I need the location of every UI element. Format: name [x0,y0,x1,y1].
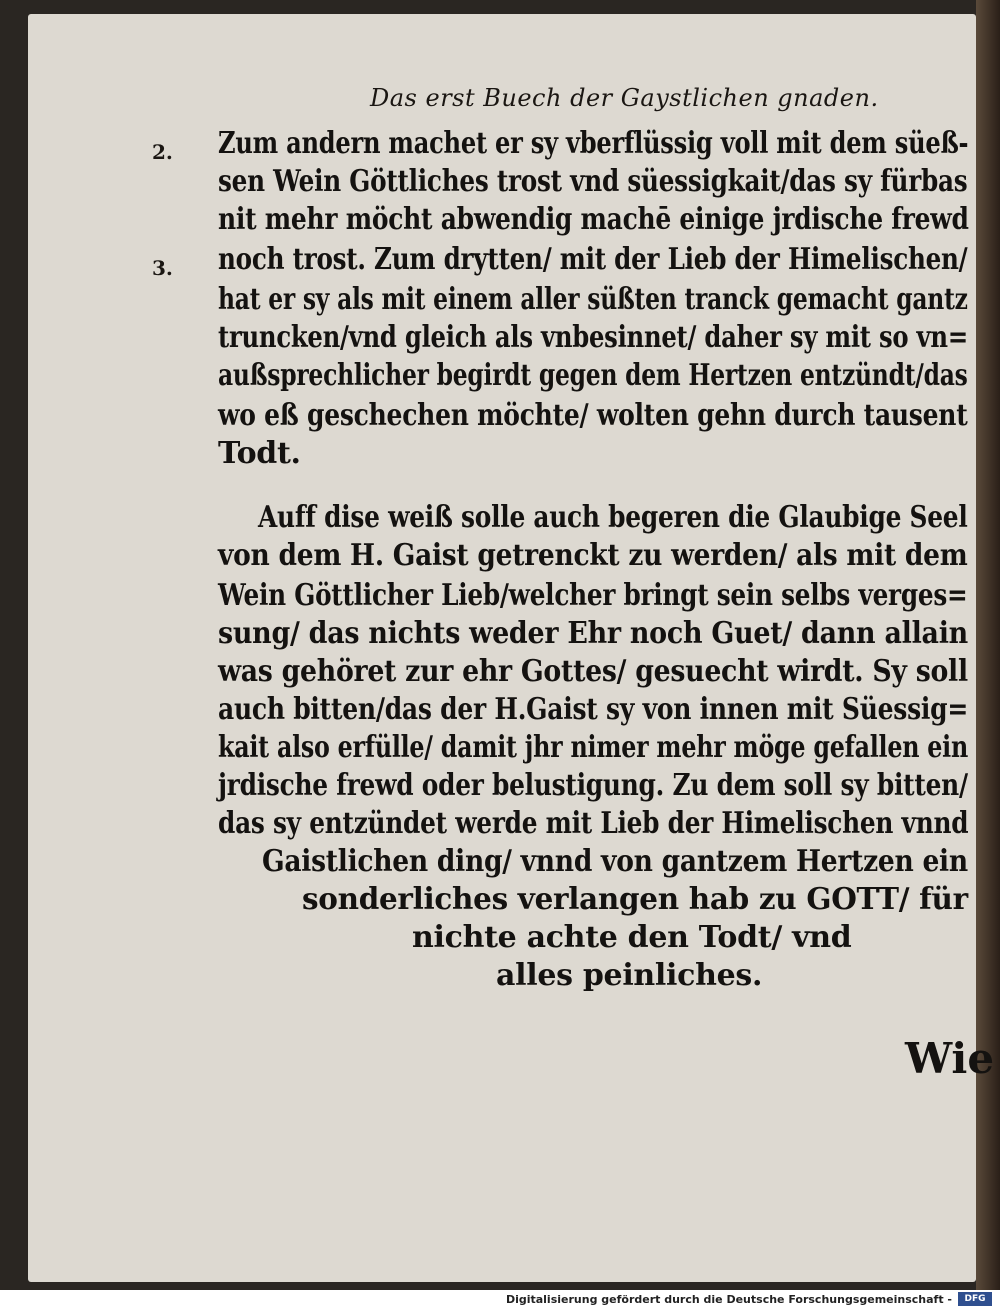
dfg-logo: DFG [958,1292,992,1306]
book-spine [976,0,1000,1290]
text-line: sung/ das nichts weder Ehr noch Guet/ dann allain [218,616,968,651]
text-line: jrdische frewd oder belustigung. Zu dem soll sy bitten/ [218,768,968,803]
text-line: kait also erfülle/ damit jhr nimer mehr möge gefallen ein [218,730,968,765]
text-line: truncken/vnd gleich als vnbesinnet/ daher sy mit so vn= [218,320,968,355]
text-line: Wein Göttlicher Lieb/welcher bringt sein selbs verges= [218,578,968,613]
text-line: Todt. [218,436,301,471]
text-line: sen Wein Göttliches trost vnd süessigkait/das sy fürbas [218,164,968,199]
margin-number-3: 3. [152,256,173,280]
catchword: Wie [905,1034,995,1083]
text-line: nichte achte den Todt/ vnd [412,920,852,955]
text-line: Auff dise weiß solle auch begeren die Glaubige Seel [258,500,968,535]
footer-credit: Digitalisierung gefördert durch die Deutsche Forschungsgemeinschaft - [505,1293,952,1306]
text-line: nit mehr möcht abwendig machē einige jrdische frewd [218,202,969,237]
text-line: noch trost. Zum drytten/ mit der Lieb der Himelischen/ [218,242,968,277]
running-head: Das erst Buech der Gaystlichen gnaden. [370,84,879,112]
footer-bar [0,1290,1000,1311]
text-line: sonderliches verlangen hab zu GOTT/ für [302,882,968,917]
margin-number-2: 2. [152,140,173,164]
text-line: was gehöret zur ehr Gottes/ gesuecht wirdt. Sy soll [218,654,968,689]
text-line: von dem H. Gaist getrenckt zu werden/ als mit dem [218,538,968,573]
text-line: hat er sy als mit einem aller süßten tranck gemacht gantz [218,282,968,317]
text-line: auch bitten/das der H.Gaist sy von innen mit Süessig= [218,692,969,727]
text-line: Gaistlichen ding/ vnnd von gantzem Hertzen ein [262,844,968,879]
text-line: außsprechlicher begirdt gegen dem Hertzen entzündt/das [218,358,968,393]
text-line: wo eß geschechen möchte/ wolten gehn durch tausent [218,398,968,433]
text-line: das sy entzündet werde mit Lieb der Himelischen vnnd [218,806,969,841]
text-line: alles peinliches. [496,958,763,993]
text-line: Zum andern machet er sy vberflüssig voll mit dem süeß- [218,126,969,161]
